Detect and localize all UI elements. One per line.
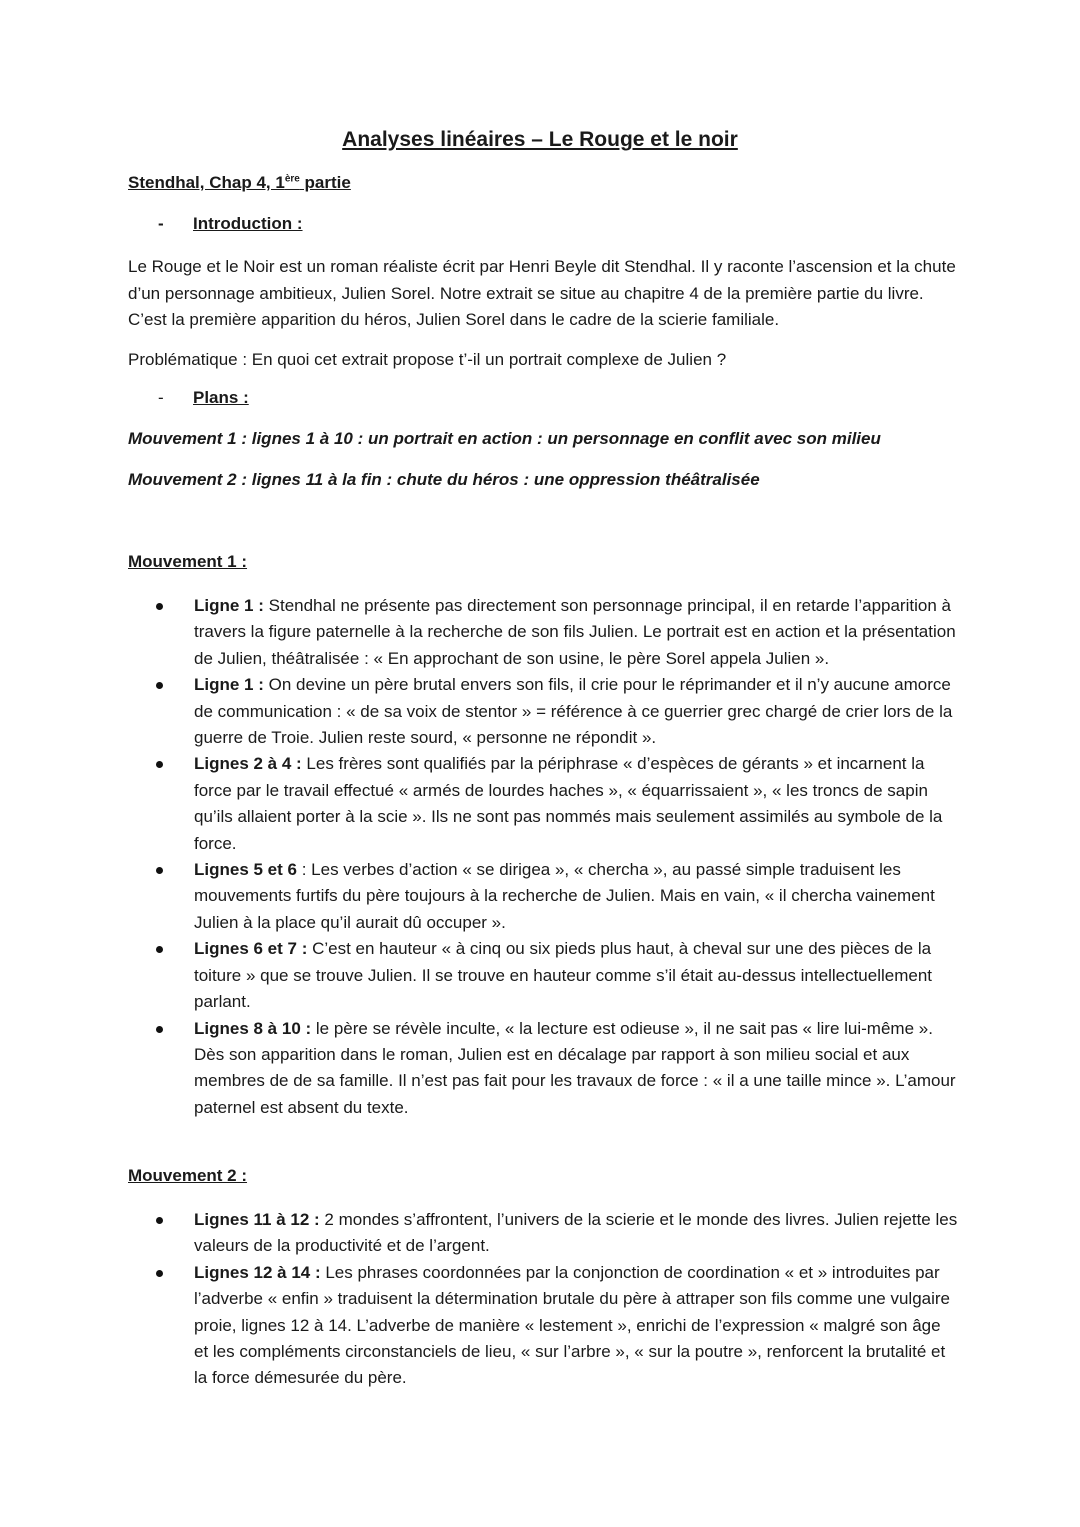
mouvement-2-heading: Mouvement 2 : [128, 1166, 248, 1185]
subtitle-text: Stendhal, Chap 4, 1 [128, 173, 285, 192]
list-item-label: Lignes 5 et 6 [194, 860, 297, 880]
list-item-text: On devine un père brutal envers son fils, il crie pour le réprimander et il n’y aucune amorce de communication : « de sa voix de stentor » = référence à ce guerrier grec chargé de crier lors de la guerre de Troie. Julien reste sourd, « personne ne répondit ». [194, 675, 953, 748]
list-item-text: : Les verbes d’action « se dirigea », « chercha », au passé simple traduisent les mouvements furtifs du père toujours à la recherche de Julien. Mais en vain, « il chercha vainement Julien à la place qu’il aurait dû occuper ». [194, 860, 935, 932]
list-item [128, 1016, 958, 1122]
mouvement-2-list [128, 1207, 958, 1392]
list-item-label: Lignes 8 à 10 : [194, 1018, 312, 1038]
list-item [128, 1207, 958, 1260]
list-item [128, 593, 958, 672]
list-item-text: Les frères sont qualifiés par la périphrase « d’espèces de gérants » et incarnent la force par le travail effectué « armés de lourdes haches », « équarrissaient », « les troncs de sapin qu’ils allaient porter à la scie ». Ils ne sont pas nommés mais seulement assimilés au symbole de la force. [194, 754, 943, 853]
list-item [128, 857, 958, 936]
plans-label: Plans : [193, 388, 249, 407]
mouvement-1-list [128, 593, 958, 1121]
introduction-paragraph: Le Rouge et le Noir est un roman réaliste écrit par Henri Beyle dit Stendhal. Il y raconte l’ascension et la chute d’un personnage ambitieux, Julien Sorel. Notre extrait se situe au chapitre 4 de la première partie du livre. C’est la première apparition du héros, Julien Sorel dans le cadre de la scierie familiale. [128, 257, 956, 329]
list-item-label: Lignes 12 à 14 : [194, 1262, 321, 1282]
list-item-text: le père se révèle inculte, « la lecture est odieuse », il ne sait pas « lire lui-même ». Dès son apparition dans le roman, Julien est en décalage par rapport à son milieu social et aux membres de de sa famille. Il n’est pas fait pour les travaux de force : « il a une taille mince ». L’amour paternel est absent du texte. [194, 1018, 956, 1117]
list-item-text: Les phrases coordonnées par la conjonction de coordination « et » introduites par l’adverbe « enfin » traduisent la détermination brutale du père à attraper son fils comme une vulgaire proie, lignes 12 à 14. L’adverbe de manière « lestement », enrichi de l’expression « malgré son âge et les compléments circonstanciels de lieu, « sur l’arbre », « sur la poutre », renforcent la brutalité et la force démesurée du père. [194, 1262, 950, 1388]
list-item [128, 751, 958, 857]
list-item-label: Lignes 6 et 7 : [194, 939, 308, 959]
list-item [128, 672, 958, 751]
document-title: Analyses linéaires – Le Rouge et le noir [342, 128, 738, 151]
document-subtitle [128, 173, 351, 193]
list-item-text: C’est en hauteur « à cinq ou six pieds plus haut, à cheval sur une des pièces de la toiture » que se trouve Julien. Il se trouve en hauteur comme s’il était au-dessus intellectuellement parlant. [194, 939, 933, 1012]
introduction-heading: - Introduction : [158, 214, 303, 233]
plan-item-mouvement-2: Mouvement 2 : lignes 11 à la fin : chute du héros : une oppression théâtralisée [128, 470, 760, 489]
list-item-label: Ligne 1 : [194, 675, 264, 695]
list-item [128, 1260, 958, 1392]
subtitle-superscript: ère [284, 173, 300, 185]
list-item [128, 936, 958, 1015]
plans-heading: - Plans : [158, 388, 249, 407]
list-item-text: 2 mondes s’affrontent, l’univers de la scierie et le monde des livres. Julien rejette les valeurs de la productivité et de l’argent. [194, 1210, 958, 1256]
subtitle-suffix: partie [299, 173, 351, 192]
list-item-label: Lignes 2 à 4 : [194, 754, 302, 774]
problematique-text: Problématique : En quoi cet extrait propose t’-il un portrait complexe de Julien ? [128, 350, 727, 369]
plan-item-mouvement-1: Mouvement 1 : lignes 1 à 10 : un portrait en action : un personnage en conflit avec son milieu [128, 429, 881, 448]
list-item-label: Lignes 11 à 12 : [194, 1210, 320, 1229]
introduction-label: Introduction : [193, 214, 303, 233]
list-item-text: Stendhal ne présente pas directement son personnage principal, il en retarde l’apparition à travers la figure paternelle à la recherche de son fils Julien. Le portrait est en action et la présentation de Julien, théâtralisée : « En approchant de son usine, le père Sorel appela Julien ». [194, 596, 956, 668]
list-item-label: Ligne 1 : [194, 596, 264, 615]
mouvement-1-heading: Mouvement 1 : [128, 552, 248, 571]
